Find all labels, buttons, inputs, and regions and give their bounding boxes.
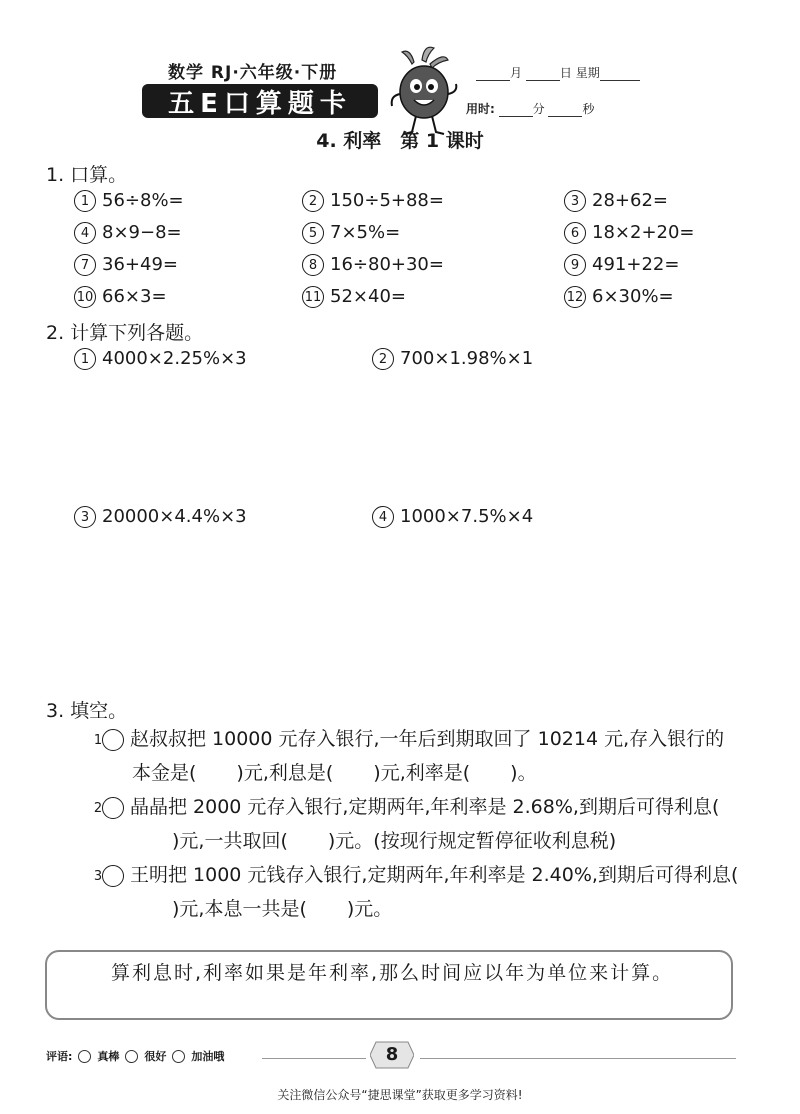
smile-face-icon xyxy=(125,1050,138,1063)
calc-item: 3 20000×4.4%×3 xyxy=(74,506,247,528)
tip-text: 算利息时,利率如果是年利率,那么时间应以年为单位来计算。 xyxy=(111,962,674,984)
fill-question-1: 1 赵叔叔把 10000 元存入银行,一年后到期取回了 10214 元,存入银行的本金是( )元,利息是( )元,利率是( )。 xyxy=(93,728,725,784)
cheer-face-icon xyxy=(172,1050,185,1063)
fill-question-3: 3 王明把 1000 元钱存入银行,定期两年,年利率是 2.40%,到期后可得利息()元,本息一共是( )元。 xyxy=(93,864,739,920)
subject-label: 数学 RJ·六年级·下册 xyxy=(168,63,338,83)
oral-item: 10 66×3= xyxy=(74,286,167,308)
oral-item: 11 52×40= xyxy=(302,286,406,308)
tip-box xyxy=(45,950,733,1020)
oral-item: 6 18×2+20= xyxy=(564,222,695,244)
rating-option: 很好 xyxy=(144,1050,167,1063)
oral-item: 9 491+22= xyxy=(564,254,679,276)
footer-note: 关注微信公众号“捷思课堂”获取更多学习资料! xyxy=(277,1088,523,1102)
oral-item: 1 56÷8%= xyxy=(74,190,184,212)
oral-item: 8 16÷80+30= xyxy=(302,254,444,276)
section2-title: 2. 计算下列各题。 xyxy=(46,322,204,344)
oral-item: 7 36+49= xyxy=(74,254,178,276)
rating-option: 加油哦 xyxy=(191,1050,225,1063)
section1-title: 1. 口算。 xyxy=(46,164,128,186)
calc-item: 2 700×1.98%×1 xyxy=(372,348,533,370)
date-line: 月 日 星期 xyxy=(476,64,640,81)
fill-blank-list xyxy=(93,722,742,926)
section3-title: 3. 填空。 xyxy=(46,700,128,722)
fill-question-2: 2 晶晶把 2000 元存入银行,定期两年,年利率是 2.68%,到期后可得利息()元,一共取回( )元。(按现行规定暂停征收利息税) xyxy=(93,796,720,852)
rating-label: 评语: xyxy=(46,1050,73,1063)
oral-item: 4 8×9−8= xyxy=(74,222,182,244)
time-line: 用时: 分 秒 xyxy=(466,102,595,116)
oral-item: 12 6×30%= xyxy=(564,286,674,308)
laugh-face-icon xyxy=(78,1050,91,1063)
page-number: 8 xyxy=(385,1044,399,1065)
rating-row xyxy=(46,1048,224,1064)
oral-item: 3 28+62= xyxy=(564,190,668,212)
oral-item: 5 7×5%= xyxy=(302,222,400,244)
calc-item: 4 1000×7.5%×4 xyxy=(372,506,533,528)
lesson-title: 4. 利率 第 1 课时 xyxy=(316,130,484,152)
rating-option: 真棒 xyxy=(97,1050,120,1063)
footer-divider xyxy=(420,1058,736,1059)
footer-divider xyxy=(262,1058,366,1059)
card-title: 五E口算题卡 xyxy=(142,84,378,118)
calc-item: 1 4000×2.25%×3 xyxy=(74,348,247,370)
oral-item: 2 150÷5+88= xyxy=(302,190,444,212)
